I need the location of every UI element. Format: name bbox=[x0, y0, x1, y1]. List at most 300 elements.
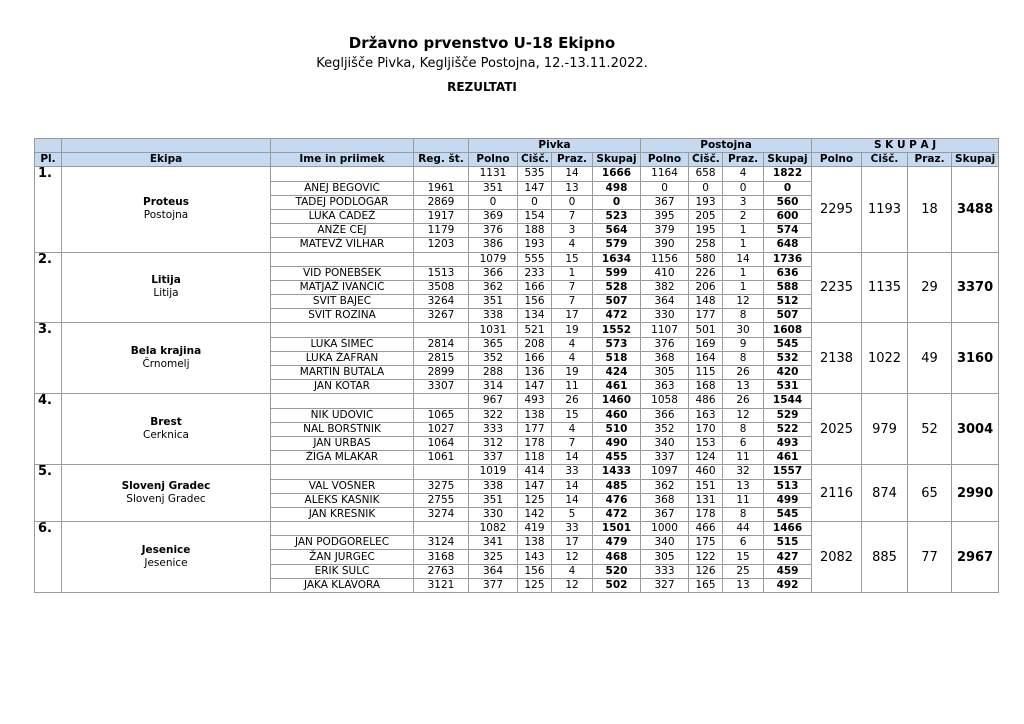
player-postojna-value: 340 bbox=[641, 436, 689, 450]
team-postojna-value: 1164 bbox=[641, 167, 689, 181]
player-pivka-value: 520 bbox=[593, 564, 641, 578]
player-postojna-value: 327 bbox=[641, 578, 689, 592]
team-row bbox=[35, 522, 999, 536]
player-postojna-value: 1 bbox=[723, 238, 764, 252]
team-total-value: 3160 bbox=[952, 323, 999, 394]
player-reg: 2763 bbox=[414, 564, 469, 578]
team-postojna-value: 1544 bbox=[764, 394, 812, 408]
player-postojna-value: 395 bbox=[641, 209, 689, 223]
team-postojna-value: 460 bbox=[689, 465, 723, 479]
player-postojna-value: 131 bbox=[689, 493, 723, 507]
player-postojna-value: 25 bbox=[723, 564, 764, 578]
player-pivka-value: 11 bbox=[552, 380, 593, 394]
player-pivka-value: 341 bbox=[469, 536, 518, 550]
player-pivka-value: 461 bbox=[593, 380, 641, 394]
player-pivka-value: 518 bbox=[593, 351, 641, 365]
player-pivka-value: 134 bbox=[518, 309, 552, 323]
team-total-value: 2295 bbox=[812, 167, 862, 252]
player-name: LUKA ŽAFRAN bbox=[271, 351, 414, 365]
col-postojna-polno: Polno bbox=[641, 153, 689, 167]
player-name: ANEJ BEGOVIČ bbox=[271, 181, 414, 195]
col-team: Ekipa bbox=[62, 153, 271, 167]
col-total-praz: Praz. bbox=[908, 153, 952, 167]
team-total-value: 979 bbox=[862, 394, 908, 465]
player-postojna-value: 531 bbox=[764, 380, 812, 394]
team-cell bbox=[62, 394, 271, 465]
player-pivka-value: 460 bbox=[593, 408, 641, 422]
player-postojna-value: 382 bbox=[641, 280, 689, 294]
player-postojna-value: 390 bbox=[641, 238, 689, 252]
player-pivka-value: 7 bbox=[552, 295, 593, 309]
team-total-value: 1135 bbox=[862, 252, 908, 323]
player-pivka-value: 154 bbox=[518, 209, 552, 223]
team-pivka-value: 1079 bbox=[469, 252, 518, 266]
player-postojna-value: 122 bbox=[689, 550, 723, 564]
player-pivka-value: 510 bbox=[593, 422, 641, 436]
col-name: Ime in priimek bbox=[271, 153, 414, 167]
team-name: Slovenj Gradec bbox=[121, 480, 211, 493]
team-city: Cerknica bbox=[143, 429, 189, 442]
player-name: NAL BORŠTNIK bbox=[271, 422, 414, 436]
team-total-value: 2235 bbox=[812, 252, 862, 323]
team-total-value: 18 bbox=[908, 167, 952, 252]
player-pivka-value: 188 bbox=[518, 224, 552, 238]
player-postojna-value: 205 bbox=[689, 209, 723, 223]
player-postojna-value: 379 bbox=[641, 224, 689, 238]
team-pivka-value: 15 bbox=[552, 252, 593, 266]
group-header-row bbox=[35, 139, 999, 153]
team-row bbox=[35, 252, 999, 266]
player-pivka-value: 118 bbox=[518, 451, 552, 465]
player-pivka-value: 333 bbox=[469, 422, 518, 436]
player-postojna-value: 13 bbox=[723, 578, 764, 592]
player-reg: 1064 bbox=[414, 436, 469, 450]
player-name: ALEKS KAŠNIK bbox=[271, 493, 414, 507]
team-total-value: 1193 bbox=[862, 167, 908, 252]
player-pivka-value: 352 bbox=[469, 351, 518, 365]
reg-empty bbox=[414, 522, 469, 536]
player-pivka-value: 0 bbox=[552, 195, 593, 209]
team-pivka-value: 419 bbox=[518, 522, 552, 536]
player-postojna-value: 165 bbox=[689, 578, 723, 592]
player-pivka-value: 3 bbox=[552, 224, 593, 238]
player-postojna-value: 226 bbox=[689, 266, 723, 280]
player-name: NIK UDOVIČ bbox=[271, 408, 414, 422]
player-postojna-value: 1 bbox=[723, 266, 764, 280]
player-name-empty bbox=[271, 465, 414, 479]
player-pivka-value: 312 bbox=[469, 436, 518, 450]
player-pivka-value: 479 bbox=[593, 536, 641, 550]
team-place: 1. bbox=[35, 167, 62, 252]
team-total-value: 885 bbox=[862, 522, 908, 593]
player-postojna-value: 8 bbox=[723, 351, 764, 365]
player-reg: 2815 bbox=[414, 351, 469, 365]
player-postojna-value: 333 bbox=[641, 564, 689, 578]
player-pivka-value: 1 bbox=[552, 266, 593, 280]
team-pivka-value: 1666 bbox=[593, 167, 641, 181]
player-name: ANŽE CEJ bbox=[271, 224, 414, 238]
player-pivka-value: 490 bbox=[593, 436, 641, 450]
reg-empty bbox=[414, 252, 469, 266]
player-pivka-value: 351 bbox=[469, 295, 518, 309]
team-pivka-value: 1460 bbox=[593, 394, 641, 408]
player-name: MATEVŽ VILHAR bbox=[271, 238, 414, 252]
player-pivka-value: 13 bbox=[552, 181, 593, 195]
player-pivka-value: 7 bbox=[552, 280, 593, 294]
player-postojna-value: 574 bbox=[764, 224, 812, 238]
player-reg: 2755 bbox=[414, 493, 469, 507]
team-city: Postojna bbox=[143, 209, 189, 222]
player-reg: 1203 bbox=[414, 238, 469, 252]
team-postojna-value: 4 bbox=[723, 167, 764, 181]
player-pivka-value: 322 bbox=[469, 408, 518, 422]
team-total-value: 3488 bbox=[952, 167, 999, 252]
player-pivka-value: 156 bbox=[518, 564, 552, 578]
player-reg: 3267 bbox=[414, 309, 469, 323]
player-pivka-value: 314 bbox=[469, 380, 518, 394]
player-pivka-value: 377 bbox=[469, 578, 518, 592]
player-name: SVIT ROZINA bbox=[271, 309, 414, 323]
player-reg: 1917 bbox=[414, 209, 469, 223]
player-reg: 2869 bbox=[414, 195, 469, 209]
player-pivka-value: 386 bbox=[469, 238, 518, 252]
player-pivka-value: 351 bbox=[469, 181, 518, 195]
player-postojna-value: 376 bbox=[641, 337, 689, 351]
player-pivka-value: 0 bbox=[469, 195, 518, 209]
player-pivka-value: 4 bbox=[552, 351, 593, 365]
player-postojna-value: 648 bbox=[764, 238, 812, 252]
team-pivka-value: 493 bbox=[518, 394, 552, 408]
team-cell bbox=[62, 465, 271, 522]
player-postojna-value: 636 bbox=[764, 266, 812, 280]
player-postojna-value: 163 bbox=[689, 408, 723, 422]
player-postojna-value: 11 bbox=[723, 451, 764, 465]
player-pivka-value: 166 bbox=[518, 351, 552, 365]
player-name-empty bbox=[271, 167, 414, 181]
player-reg: 3307 bbox=[414, 380, 469, 394]
player-reg: 1961 bbox=[414, 181, 469, 195]
team-postojna-value: 501 bbox=[689, 323, 723, 337]
player-postojna-value: 352 bbox=[641, 422, 689, 436]
team-city: Litija bbox=[153, 287, 179, 300]
player-postojna-value: 175 bbox=[689, 536, 723, 550]
player-postojna-value: 367 bbox=[641, 507, 689, 521]
player-pivka-value: 468 bbox=[593, 550, 641, 564]
player-name-empty bbox=[271, 394, 414, 408]
team-pivka-value: 1634 bbox=[593, 252, 641, 266]
player-name: SVIT BAJEC bbox=[271, 295, 414, 309]
team-postojna-value: 1107 bbox=[641, 323, 689, 337]
team-place: 3. bbox=[35, 323, 62, 394]
team-pivka-value: 521 bbox=[518, 323, 552, 337]
player-name: JAN PODGORELEC bbox=[271, 536, 414, 550]
col-reg: Reg. št. bbox=[414, 153, 469, 167]
team-total-value: 3004 bbox=[952, 394, 999, 465]
team-postojna-value: 44 bbox=[723, 522, 764, 536]
player-reg: 2899 bbox=[414, 366, 469, 380]
player-pivka-value: 476 bbox=[593, 493, 641, 507]
results-table bbox=[34, 138, 999, 593]
player-postojna-value: 8 bbox=[723, 507, 764, 521]
player-postojna-value: 169 bbox=[689, 337, 723, 351]
col-pivka-skupaj: Skupaj bbox=[593, 153, 641, 167]
player-pivka-value: 12 bbox=[552, 550, 593, 564]
team-postojna-value: 1822 bbox=[764, 167, 812, 181]
player-reg: 3274 bbox=[414, 507, 469, 521]
player-postojna-value: 493 bbox=[764, 436, 812, 450]
document-subtitle: Kegljišče Pivka, Kegljišče Postojna, 12.-13.11.2022. bbox=[316, 56, 648, 71]
player-pivka-value: 143 bbox=[518, 550, 552, 564]
player-pivka-value: 125 bbox=[518, 578, 552, 592]
player-pivka-value: 498 bbox=[593, 181, 641, 195]
player-postojna-value: 15 bbox=[723, 550, 764, 564]
player-reg: 3168 bbox=[414, 550, 469, 564]
player-reg: 1027 bbox=[414, 422, 469, 436]
team-place: 6. bbox=[35, 522, 62, 593]
team-pivka-value: 967 bbox=[469, 394, 518, 408]
player-pivka-value: 337 bbox=[469, 451, 518, 465]
player-postojna-value: 12 bbox=[723, 408, 764, 422]
player-postojna-value: 0 bbox=[764, 181, 812, 195]
player-postojna-value: 366 bbox=[641, 408, 689, 422]
team-city: Črnomelj bbox=[142, 358, 190, 371]
document-title: Državno prvenstvo U-18 Ekipno bbox=[348, 34, 616, 52]
player-name: JAKA KLAVORA bbox=[271, 578, 414, 592]
team-postojna-value: 1466 bbox=[764, 522, 812, 536]
player-postojna-value: 337 bbox=[641, 451, 689, 465]
team-postojna-value: 14 bbox=[723, 252, 764, 266]
team-pivka-value: 33 bbox=[552, 465, 593, 479]
player-postojna-value: 11 bbox=[723, 493, 764, 507]
team-pivka-value: 1082 bbox=[469, 522, 518, 536]
player-postojna-value: 420 bbox=[764, 366, 812, 380]
player-name: MARTIN BUTALA bbox=[271, 366, 414, 380]
team-total-value: 49 bbox=[908, 323, 952, 394]
team-pivka-value: 555 bbox=[518, 252, 552, 266]
player-postojna-value: 206 bbox=[689, 280, 723, 294]
team-pivka-value: 414 bbox=[518, 465, 552, 479]
player-pivka-value: 0 bbox=[593, 195, 641, 209]
team-total-value: 52 bbox=[908, 394, 952, 465]
team-cell bbox=[62, 252, 271, 323]
team-place: 2. bbox=[35, 252, 62, 323]
player-postojna-value: 515 bbox=[764, 536, 812, 550]
player-postojna-value: 600 bbox=[764, 209, 812, 223]
player-pivka-value: 325 bbox=[469, 550, 518, 564]
player-pivka-value: 142 bbox=[518, 507, 552, 521]
player-postojna-value: 499 bbox=[764, 493, 812, 507]
player-pivka-value: 138 bbox=[518, 536, 552, 550]
player-postojna-value: 115 bbox=[689, 366, 723, 380]
player-postojna-value: 507 bbox=[764, 309, 812, 323]
col-pivka-polno: Polno bbox=[469, 153, 518, 167]
team-row bbox=[35, 465, 999, 479]
col-total-skupaj: Skupaj bbox=[952, 153, 999, 167]
team-row bbox=[35, 323, 999, 337]
team-total-value: 65 bbox=[908, 465, 952, 522]
results-heading: REZULTATI bbox=[447, 80, 517, 94]
player-pivka-value: 369 bbox=[469, 209, 518, 223]
player-pivka-value: 178 bbox=[518, 436, 552, 450]
col-pivka-cisc: Čišč. bbox=[518, 153, 552, 167]
player-pivka-value: 599 bbox=[593, 266, 641, 280]
player-reg: 2814 bbox=[414, 337, 469, 351]
player-postojna-value: 512 bbox=[764, 295, 812, 309]
team-total-value: 2025 bbox=[812, 394, 862, 465]
col-total-polno: Polno bbox=[812, 153, 862, 167]
player-pivka-value: 177 bbox=[518, 422, 552, 436]
player-postojna-value: 13 bbox=[723, 380, 764, 394]
team-pivka-value: 1552 bbox=[593, 323, 641, 337]
player-postojna-value: 6 bbox=[723, 436, 764, 450]
team-pivka-value: 33 bbox=[552, 522, 593, 536]
team-postojna-value: 1058 bbox=[641, 394, 689, 408]
team-pivka-value: 535 bbox=[518, 167, 552, 181]
player-postojna-value: 363 bbox=[641, 380, 689, 394]
team-place: 4. bbox=[35, 394, 62, 465]
player-postojna-value: 522 bbox=[764, 422, 812, 436]
player-pivka-value: 7 bbox=[552, 209, 593, 223]
player-postojna-value: 8 bbox=[723, 309, 764, 323]
player-pivka-value: 233 bbox=[518, 266, 552, 280]
player-pivka-value: 125 bbox=[518, 493, 552, 507]
player-pivka-value: 19 bbox=[552, 366, 593, 380]
player-postojna-value: 492 bbox=[764, 578, 812, 592]
team-pivka-value: 1131 bbox=[469, 167, 518, 181]
player-pivka-value: 5 bbox=[552, 507, 593, 521]
group-skupaj: S K U P A J bbox=[812, 139, 999, 153]
team-row bbox=[35, 167, 999, 181]
player-pivka-value: 579 bbox=[593, 238, 641, 252]
player-pivka-value: 14 bbox=[552, 493, 593, 507]
team-name: Litija bbox=[151, 274, 181, 287]
player-reg: 1179 bbox=[414, 224, 469, 238]
player-pivka-value: 288 bbox=[469, 366, 518, 380]
team-total-value: 3370 bbox=[952, 252, 999, 323]
team-postojna-value: 1097 bbox=[641, 465, 689, 479]
team-city: Slovenj Gradec bbox=[126, 493, 206, 506]
player-postojna-value: 148 bbox=[689, 295, 723, 309]
player-name: ŽAN JURGEC bbox=[271, 550, 414, 564]
player-pivka-value: 17 bbox=[552, 536, 593, 550]
player-postojna-value: 364 bbox=[641, 295, 689, 309]
team-pivka-value: 1501 bbox=[593, 522, 641, 536]
player-postojna-value: 193 bbox=[689, 195, 723, 209]
player-reg: 3508 bbox=[414, 280, 469, 294]
player-postojna-value: 305 bbox=[641, 366, 689, 380]
team-postojna-value: 1557 bbox=[764, 465, 812, 479]
team-pivka-value: 14 bbox=[552, 167, 593, 181]
player-name: JAN KOTAR bbox=[271, 380, 414, 394]
player-pivka-value: 523 bbox=[593, 209, 641, 223]
team-postojna-value: 580 bbox=[689, 252, 723, 266]
player-pivka-value: 338 bbox=[469, 479, 518, 493]
team-total-value: 29 bbox=[908, 252, 952, 323]
col-place: Pl. bbox=[35, 153, 62, 167]
player-postojna-value: 8 bbox=[723, 422, 764, 436]
player-postojna-value: 427 bbox=[764, 550, 812, 564]
player-pivka-value: 472 bbox=[593, 309, 641, 323]
player-pivka-value: 193 bbox=[518, 238, 552, 252]
player-pivka-value: 136 bbox=[518, 366, 552, 380]
team-total-value: 77 bbox=[908, 522, 952, 593]
player-pivka-value: 138 bbox=[518, 408, 552, 422]
reg-empty bbox=[414, 394, 469, 408]
player-pivka-value: 338 bbox=[469, 309, 518, 323]
player-pivka-value: 330 bbox=[469, 507, 518, 521]
team-postojna-value: 1156 bbox=[641, 252, 689, 266]
team-pivka-value: 19 bbox=[552, 323, 593, 337]
player-reg: 3124 bbox=[414, 536, 469, 550]
player-pivka-value: 14 bbox=[552, 451, 593, 465]
team-postojna-value: 32 bbox=[723, 465, 764, 479]
team-total-value: 2082 bbox=[812, 522, 862, 593]
player-postojna-value: 367 bbox=[641, 195, 689, 209]
player-pivka-value: 365 bbox=[469, 337, 518, 351]
player-postojna-value: 126 bbox=[689, 564, 723, 578]
team-name: Jesenice bbox=[141, 544, 191, 557]
team-postojna-value: 30 bbox=[723, 323, 764, 337]
player-postojna-value: 151 bbox=[689, 479, 723, 493]
player-postojna-value: 513 bbox=[764, 479, 812, 493]
group-postojna: Postojna bbox=[641, 139, 812, 153]
team-total-value: 1022 bbox=[862, 323, 908, 394]
player-name: JAN URBAS bbox=[271, 436, 414, 450]
player-postojna-value: 0 bbox=[723, 181, 764, 195]
player-pivka-value: 573 bbox=[593, 337, 641, 351]
player-postojna-value: 9 bbox=[723, 337, 764, 351]
team-name: Brest bbox=[150, 416, 182, 429]
player-name: ERIK ŠULC bbox=[271, 564, 414, 578]
team-total-value: 2990 bbox=[952, 465, 999, 522]
player-name-empty bbox=[271, 323, 414, 337]
team-place: 5. bbox=[35, 465, 62, 522]
reg-empty bbox=[414, 465, 469, 479]
col-total-cisc: Čišč. bbox=[862, 153, 908, 167]
player-pivka-value: 507 bbox=[593, 295, 641, 309]
player-postojna-value: 26 bbox=[723, 366, 764, 380]
player-postojna-value: 195 bbox=[689, 224, 723, 238]
player-pivka-value: 166 bbox=[518, 280, 552, 294]
player-postojna-value: 168 bbox=[689, 380, 723, 394]
player-postojna-value: 6 bbox=[723, 536, 764, 550]
team-total-value: 2967 bbox=[952, 522, 999, 593]
col-postojna-skupaj: Skupaj bbox=[764, 153, 812, 167]
player-pivka-value: 485 bbox=[593, 479, 641, 493]
player-name: LUKA ČADEŽ bbox=[271, 209, 414, 223]
player-name: JAN KRESNIK bbox=[271, 507, 414, 521]
player-postojna-value: 340 bbox=[641, 536, 689, 550]
reg-empty bbox=[414, 323, 469, 337]
team-cell bbox=[62, 167, 271, 252]
player-pivka-value: 147 bbox=[518, 380, 552, 394]
player-postojna-value: 2 bbox=[723, 209, 764, 223]
player-name: MATJAŽ IVANČIČ bbox=[271, 280, 414, 294]
player-pivka-value: 4 bbox=[552, 337, 593, 351]
player-pivka-value: 362 bbox=[469, 280, 518, 294]
player-pivka-value: 0 bbox=[518, 195, 552, 209]
player-reg: 3264 bbox=[414, 295, 469, 309]
player-pivka-value: 7 bbox=[552, 436, 593, 450]
player-name: ŽIGA MLAKAR bbox=[271, 451, 414, 465]
player-pivka-value: 17 bbox=[552, 309, 593, 323]
team-total-value: 874 bbox=[862, 465, 908, 522]
column-header-row bbox=[35, 153, 999, 167]
player-postojna-value: 368 bbox=[641, 351, 689, 365]
player-postojna-value: 410 bbox=[641, 266, 689, 280]
col-pivka-praz: Praz. bbox=[552, 153, 593, 167]
team-name: Bela krajina bbox=[130, 345, 202, 358]
